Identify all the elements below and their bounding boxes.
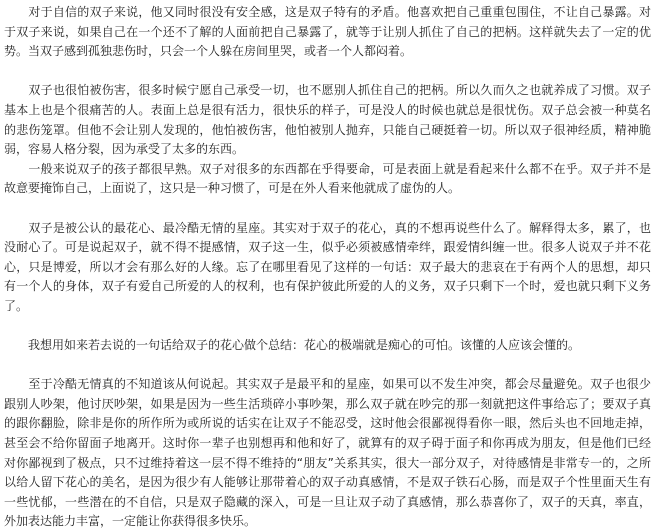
paragraph-early-maturity: 一般来说双子的孩子都很早熟。双子对很多的东西都在乎得要命，可是表面上就是看起来什么都不在乎。双子并不是故意要掩饰自己，上面说了，这只是一种习惯了，可是在外人看来他就成了虚伪的人。 <box>4 161 651 196</box>
paragraph-gap <box>4 62 651 82</box>
paragraph-cold-heartless: 至于冷酷无情真的不知道该从何说起。其实双子是最平和的星座，如果可以不发生冲突，都会尽量避免。双子也很少跟别人吵架，他讨厌吵架，如果是因为一些生活琐碎小事吵架，那么双子就在吵完的那一刻就把这件事给忘了；要双子真的跟你翻脸，除非是你的所作所为或所说的话实在让双子不能忍受，这时他会很鄙视得看你一眼，然后头也不回地走掉，甚至会不给你留面子地离开。这时你一辈子也别想再和他和好了，就算有的双子碍于面子和你再成为朋友，但是他们已经对你鄙视到了极点，只不过维持着这一层不得不维持的“朋友”关系其实，很大一部分双子，对待感情是非常专一的，之所以给人留下花心的美名，是因为很少有人能够让那带着心的双子动真感情，不是双子铁石心肠，而是双子个性里面天生有一些忧郁，一些潜在的不自信，只是双子隐藏的深入，可是一旦让双子动了真感情，那么恭喜你了，双子的天真，率直，外加表达能力丰富，一定能让你获得很多快乐。 <box>4 377 651 529</box>
paragraph-gap <box>4 317 651 337</box>
paragraph-summary: 我想用如来若去说的一句话给双子的花心做个总结：花心的极端就是痴心的可怕。该懂的人应该会懂的。 <box>4 338 581 353</box>
paragraph-fickle-heart: 双子是被公认的最花心、最冷酷无情的星座。其实对于双子的花心，真的不想再说些什么了。解释得太多，累了，也没耐心了。可是说起双子，就不得不提感情，双子这一生，似乎必须被感情牵绊，跟爱情纠缠一世。很多人说双子并不花心，只是博爱，所以才会有那么好的人缘。忘了在哪里看见了这样的一句话：双子最大的悲哀在于有两个人的思想，却只有一个人的身体，双子有爱自己所爱的人的权利，也有保护彼此所爱的人的义务，双子只剩下一个时，爱也就只剩下义务了。 <box>4 220 651 313</box>
paragraph-fear-of-hurt: 双子也很怕被伤害，很多时候宁愿自己承受一切，也不愿别人抓住自己的把柄。所以久而久之也就养成了习惯。双子基本上也是个很痛苦的人。表面上总是很有活力，很快乐的样子，可是没人的时候也就总是很忧伤。双子总会被一种莫名的悲伤笼罩。但他不会让别人发现的，他怕被伤害，他怕被别人抛弃，只能自己硬挺着一切。所以双子很神经质，精神脆弱，容易人格分裂，因为承受了太多的东西。 <box>4 83 651 157</box>
paragraph-insecurity: 对于自信的双子来说，他又同时很没有安全感，这是双子特有的矛盾。他喜欢把自己重重包围住，不让自己暴露。对于双子来说，如果自己在一个还不了解的人面前把自己暴露了，就等于让别人抓住了自己的把柄。这样就失去了一定的优势。当双子感到孤独悲伤时，只会一个人躲在房间里哭，或者一个人都闷着。 <box>4 5 651 59</box>
paragraph-gap <box>4 199 651 219</box>
paragraph-gap <box>4 356 651 376</box>
